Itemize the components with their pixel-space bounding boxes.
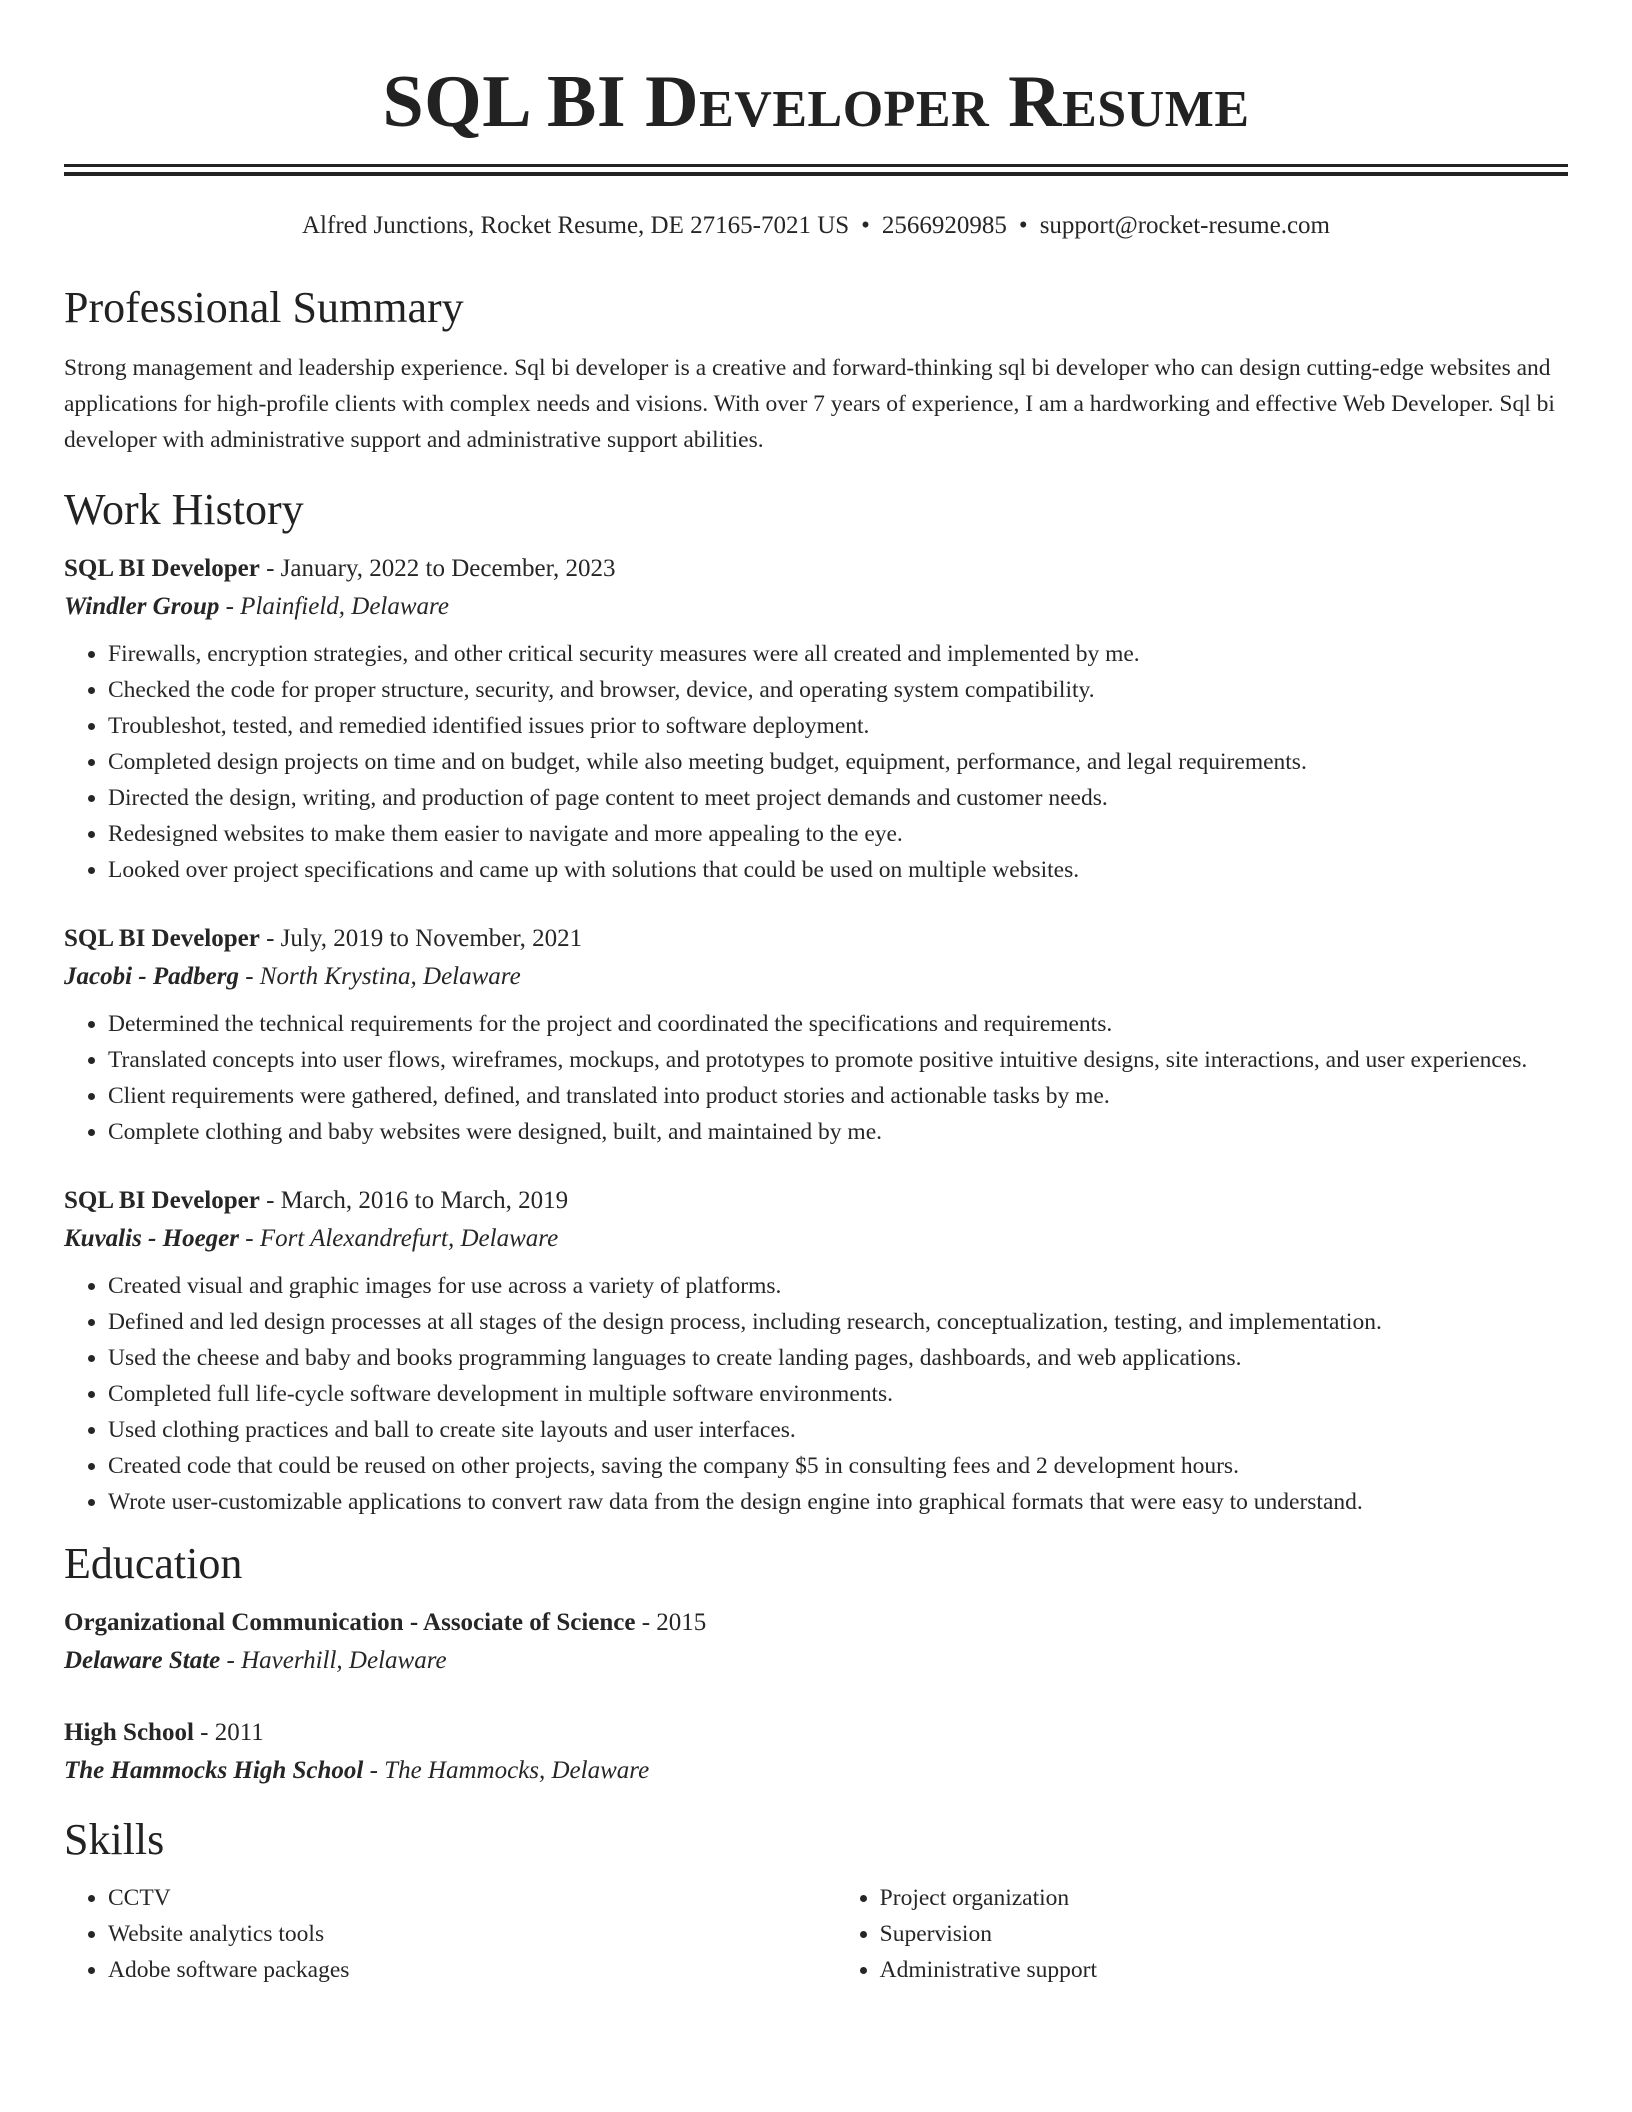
skill-item: • CCTV: [108, 1880, 836, 1916]
education-school: The Hammocks High School: [64, 1757, 364, 1784]
job-entry: [64, 1182, 1568, 1520]
job-dates: - July, 2019 to November, 2021: [259, 925, 583, 952]
job-dates: - January, 2022 to December, 2023: [259, 555, 616, 582]
job-company-line: [64, 588, 1568, 626]
contact-separator: •: [861, 212, 870, 239]
skill-item: • Administrative support: [880, 1952, 1568, 1988]
contact-address: Alfred Junctions, Rocket Resume, DE 27165-7021 US: [302, 212, 850, 239]
job-bullet: • Defined and led design processes at all stages of the design process, including research, conceptualization, testing, and implementation.: [108, 1304, 1568, 1340]
contact-separator: •: [1018, 212, 1028, 239]
education-entry: [64, 1714, 1568, 1790]
job-company-line: [64, 1220, 1568, 1258]
education-year: - 2015: [635, 1609, 707, 1636]
education-school: Delaware State: [64, 1647, 221, 1674]
skill-item: • Adobe software packages: [108, 1952, 836, 1988]
skill-item: • Project organization: [880, 1880, 1568, 1916]
job-bullet: • Redesigned websites to make them easier to navigate and more appealing to the eye.: [108, 816, 1568, 852]
job-bullets: [64, 1006, 1568, 1150]
job-location: - Fort Alexandrefurt, Delaware: [239, 1225, 559, 1252]
job-company: Windler Group: [64, 593, 220, 620]
job-bullet: • Used the cheese and baby and books programming languages to create landing pages, dashboards, and web applications.: [108, 1340, 1568, 1376]
job-role: SQL BI Developer: [64, 1187, 260, 1214]
contact-line: [64, 210, 1568, 242]
skill-item: • Supervision: [880, 1916, 1568, 1952]
job-location: - Plainfield, Delaware: [219, 593, 449, 620]
skill-item: • Website analytics tools: [108, 1916, 836, 1952]
job-bullet: • Translated concepts into user flows, wireframes, mockups, and prototypes to promote positive intuitive designs, site interactions, and user experiences.: [108, 1042, 1568, 1078]
title-rule-top: [64, 164, 1568, 167]
education-degree: Organizational Communication - Associate of Science: [64, 1609, 636, 1636]
skills-column-left: [64, 1880, 836, 1988]
job-role: SQL BI Developer: [64, 925, 260, 952]
job-bullets: [64, 636, 1568, 888]
education-entry: [64, 1604, 1568, 1680]
skills-list: [64, 1880, 1568, 1988]
job-bullet: • Created visual and graphic images for use across a variety of platforms.: [108, 1268, 1568, 1304]
job-role: SQL BI Developer: [64, 555, 260, 582]
contact-phone: 2566920985: [881, 212, 1007, 239]
summary-heading: Professional Summary: [64, 283, 464, 332]
work-history-heading: Work History: [64, 485, 304, 534]
job-location: - North Krystina, Delaware: [238, 963, 521, 990]
job-bullet: • Completed design projects on time and on budget, while also meeting budget, equipment, performance, and legal requirements.: [108, 744, 1568, 780]
education-degree: High School: [64, 1719, 194, 1746]
education-location: - Haverhill, Delaware: [220, 1647, 447, 1674]
job-bullet: • Client requirements were gathered, defined, and translated into product stories and actionable tasks by me.: [108, 1078, 1568, 1114]
job-entry: [64, 550, 1568, 888]
job-company-line: [64, 958, 1568, 996]
job-title-line: [64, 1182, 1568, 1220]
contact-email: support@rocket-resume.com: [1039, 212, 1330, 239]
education-heading: Education: [64, 1539, 243, 1588]
job-bullet: • Determined the technical requirements for the project and coordinated the specifications and requirements.: [108, 1006, 1568, 1042]
job-bullet: • Firewalls, encryption strategies, and other critical security measures were all created and implemented by me.: [108, 636, 1568, 672]
job-company: Kuvalis - Hoeger: [64, 1225, 239, 1252]
summary-text: Strong management and leadership experience. Sql bi developer is a creative and forward-thinking sql bi developer who can design cutting-edge websites and applications for high-profile clients with complex needs and visions. With over 7 years of experience, I am a hardworking and effective Web Developer. Sql bi developer with administrative support and administrative support abilities.: [64, 355, 1555, 453]
job-company: Jacobi - Padberg: [64, 963, 239, 990]
job-bullet: • Wrote user-customizable applications to convert raw data from the design engine into graphical formats that were easy to understand.: [108, 1484, 1568, 1520]
education-location: - The Hammocks, Delaware: [363, 1757, 650, 1784]
job-bullet: • Troubleshot, tested, and remedied identified issues prior to software deployment.: [108, 708, 1568, 744]
skills-heading: Skills: [64, 1815, 165, 1864]
job-dates: - March, 2016 to March, 2019: [259, 1187, 569, 1214]
education-year: - 2011: [193, 1719, 264, 1746]
job-bullet: • Complete clothing and baby websites were designed, built, and maintained by me.: [108, 1114, 1568, 1150]
education-school-line: [64, 1642, 1568, 1680]
job-title-line: [64, 550, 1568, 588]
job-bullet: • Created code that could be reused on other projects, saving the company $5 in consulting fees and 2 development hours.: [108, 1448, 1568, 1484]
job-entry: [64, 920, 1568, 1150]
education-degree-line: [64, 1604, 1568, 1642]
job-bullet: • Checked the code for proper structure, security, and browser, device, and operating system compatibility.: [108, 672, 1568, 708]
education-school-line: [64, 1752, 1568, 1790]
job-title-line: [64, 920, 1568, 958]
job-bullet: • Used clothing practices and ball to create site layouts and user interfaces.: [108, 1412, 1568, 1448]
resume-title: SQL BI Developer Resume: [382, 61, 1250, 143]
education-degree-line: [64, 1714, 1568, 1752]
job-bullets: [64, 1268, 1568, 1520]
skills-column-right: [836, 1880, 1568, 1988]
job-bullet: • Directed the design, writing, and production of page content to meet project demands and customer needs.: [108, 780, 1568, 816]
title-rule-bottom: [64, 172, 1568, 176]
job-bullet: • Completed full life-cycle software development in multiple software environments.: [108, 1376, 1568, 1412]
job-bullet: • Looked over project specifications and came up with solutions that could be used on multiple websites.: [108, 852, 1568, 888]
